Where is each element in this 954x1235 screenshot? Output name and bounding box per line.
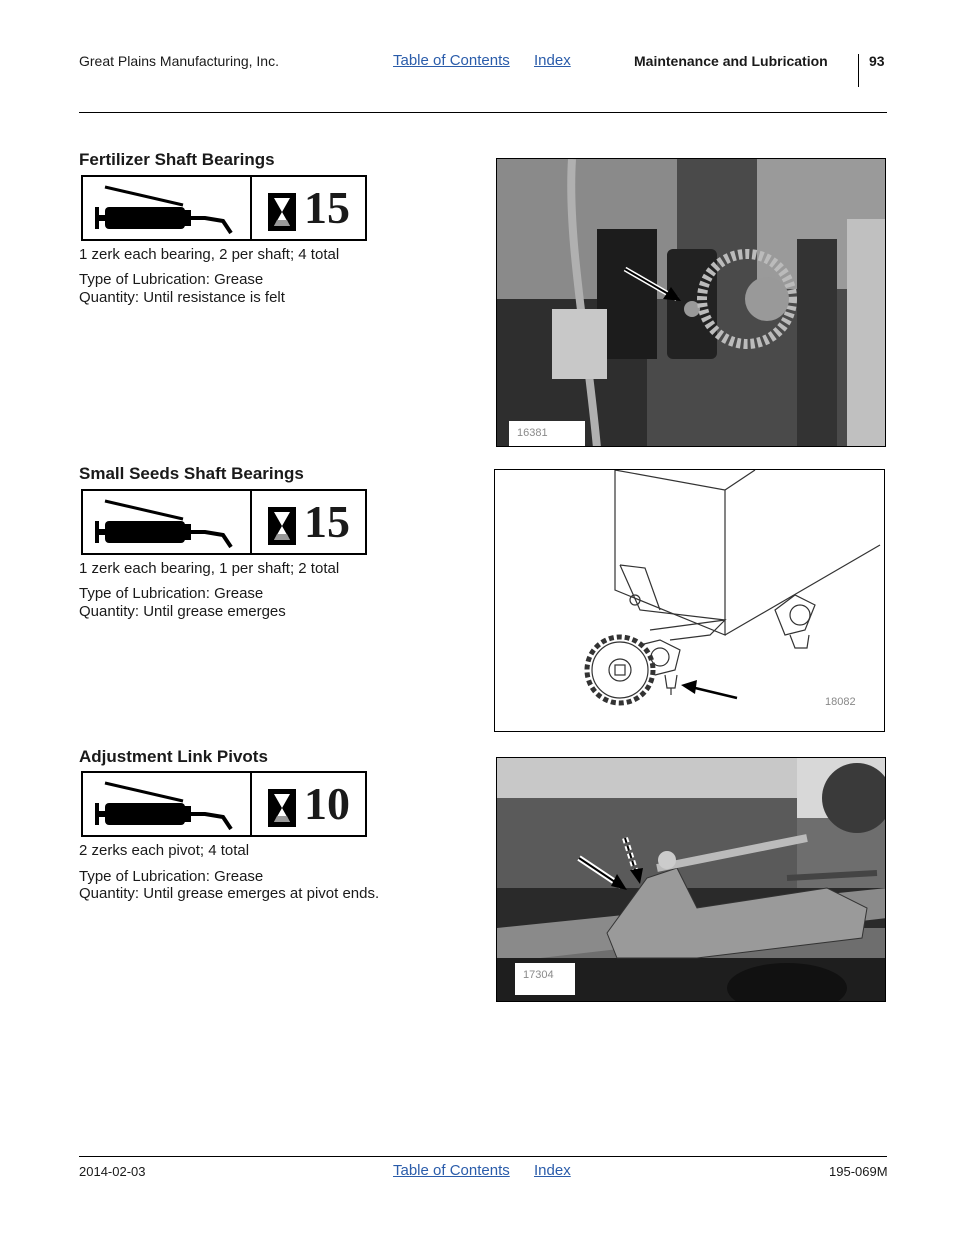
lube-icon-box — [81, 771, 367, 837]
lube-quantity: Quantity: Until grease emerges at pivot ends. — [79, 885, 380, 902]
footer-date: 2014-02-03 — [79, 1164, 146, 1179]
header-toc-link[interactable]: Table of Contents — [393, 52, 510, 69]
grease-gun-icon — [83, 773, 252, 835]
lube-icon-box — [81, 175, 367, 241]
hourglass-icon — [268, 193, 296, 236]
figure-number: 16381 — [509, 421, 585, 447]
header-divider — [858, 54, 859, 87]
grease-gun-icon — [83, 491, 252, 553]
fertilizer-bearing-photo — [496, 158, 886, 447]
section-title-small-seeds: Small Seeds Shaft Bearings — [79, 464, 304, 483]
zerk-count: 1 zerk each bearing, 1 per shaft; 2 total — [79, 560, 340, 577]
hourglass-icon — [268, 507, 296, 550]
section-title-fertilizer: Fertilizer Shaft Bearings — [79, 150, 275, 169]
adjustment-link-photo — [496, 757, 886, 1002]
lube-type: Type of Lubrication: Grease — [79, 271, 264, 288]
zerk-count: 1 zerk each bearing, 2 per shaft; 4 total — [79, 246, 340, 263]
lube-quantity: Quantity: Until grease emerges — [79, 603, 286, 620]
lube-interval: 15 — [304, 182, 350, 233]
company-name: Great Plains Manufacturing, Inc. — [79, 53, 279, 69]
small-seeds-bearing-drawing — [494, 469, 885, 732]
page-number: 93 — [869, 53, 885, 69]
doc-number: 195-069M — [829, 1164, 888, 1179]
hourglass-icon — [268, 789, 296, 832]
figure-number: 18082 — [825, 696, 856, 708]
lube-quantity: Quantity: Until resistance is felt — [79, 289, 285, 306]
grease-gun-icon — [83, 177, 252, 239]
footer-index-link[interactable]: Index — [534, 1162, 571, 1179]
lube-interval: 15 — [304, 496, 350, 547]
lube-type: Type of Lubrication: Grease — [79, 585, 264, 602]
lube-type: Type of Lubrication: Grease — [79, 868, 264, 885]
section-name: Maintenance and Lubrication — [634, 53, 828, 69]
lube-icon-box — [81, 489, 367, 555]
lube-interval: 10 — [304, 778, 350, 829]
header-index-link[interactable]: Index — [534, 52, 571, 69]
footer-toc-link[interactable]: Table of Contents — [393, 1162, 510, 1179]
section-title-adjustment-link: Adjustment Link Pivots — [79, 747, 268, 766]
zerk-count: 2 zerks each pivot; 4 total — [79, 842, 250, 859]
header-rule — [79, 112, 887, 113]
figure-number: 17304 — [515, 963, 575, 995]
footer-rule — [79, 1156, 887, 1157]
